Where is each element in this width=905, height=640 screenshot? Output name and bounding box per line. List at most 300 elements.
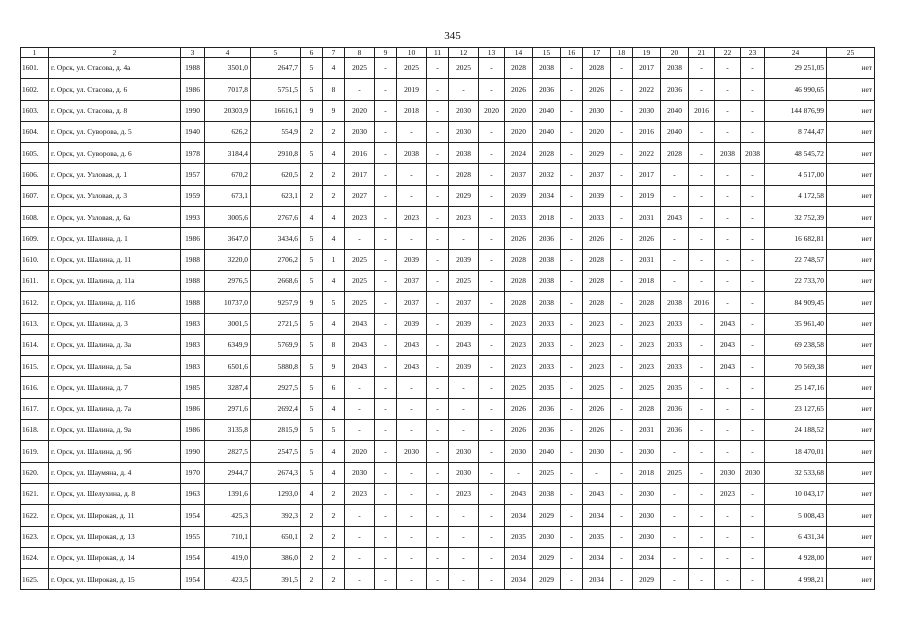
table-cell: 670,2 — [205, 164, 251, 185]
table-cell: 8 — [323, 79, 345, 100]
table-cell: - — [661, 526, 689, 547]
table-cell: нет — [827, 164, 875, 185]
table-cell: 4 — [301, 483, 323, 504]
table-cell: 2721,5 — [251, 313, 301, 334]
buildings-table — [20, 47, 875, 590]
table-cell: - — [661, 164, 689, 185]
table-cell: - — [561, 420, 583, 441]
table-cell: 2020 — [479, 100, 505, 121]
table-cell: 1978 — [181, 143, 205, 164]
column-header: 20 — [661, 48, 689, 58]
table-cell: - — [397, 569, 427, 590]
table-cell: - — [479, 164, 505, 185]
table-cell: 1621. — [21, 483, 49, 504]
table-cell: 2036 — [533, 79, 561, 100]
table-row — [21, 79, 875, 100]
table-cell: - — [427, 334, 449, 355]
table-cell: 3501,0 — [205, 58, 251, 79]
table-cell: 1601. — [21, 58, 49, 79]
table-cell: - — [479, 398, 505, 419]
table-cell: - — [715, 292, 741, 313]
table-cell: г. Орск, ул. Шалина, д. 7а — [49, 398, 181, 419]
table-cell: 2024 — [505, 143, 533, 164]
table-cell: 1988 — [181, 270, 205, 291]
table-cell: - — [345, 505, 375, 526]
table-cell: - — [689, 483, 715, 504]
table-cell: 2035 — [661, 377, 689, 398]
table-cell: 2030 — [583, 100, 611, 121]
table-cell: 2031 — [633, 207, 661, 228]
table-cell: 4 — [301, 207, 323, 228]
table-cell: - — [479, 270, 505, 291]
table-cell: - — [397, 228, 427, 249]
table-cell: - — [689, 270, 715, 291]
table-cell: 18 470,01 — [765, 441, 827, 462]
table-cell: 2020 — [583, 121, 611, 142]
table-cell: 1957 — [181, 164, 205, 185]
table-cell: - — [715, 441, 741, 462]
table-cell: нет — [827, 79, 875, 100]
table-cell: г. Орск, ул. Узловая, д. 1 — [49, 164, 181, 185]
table-row — [21, 483, 875, 504]
table-cell: г. Орск, ул. Шелухина, д. 8 — [49, 483, 181, 504]
table-cell: - — [375, 185, 397, 206]
table-row — [21, 292, 875, 313]
table-cell: 2038 — [661, 292, 689, 313]
table-cell: 626,2 — [205, 121, 251, 142]
table-cell: 2028 — [505, 270, 533, 291]
table-cell: - — [583, 462, 611, 483]
table-cell: 2674,3 — [251, 462, 301, 483]
table-cell: 1616. — [21, 377, 49, 398]
table-cell: - — [375, 334, 397, 355]
table-cell: 1985 — [181, 377, 205, 398]
column-header: 7 — [323, 48, 345, 58]
table-cell: - — [479, 505, 505, 526]
table-cell: 1608. — [21, 207, 49, 228]
table-cell: 2706,2 — [251, 249, 301, 270]
table-cell: 2026 — [583, 398, 611, 419]
table-cell: - — [689, 420, 715, 441]
table-cell: 16616,1 — [251, 100, 301, 121]
table-cell: 2026 — [583, 420, 611, 441]
table-cell: - — [375, 441, 397, 462]
table-cell: 32 752,39 — [765, 207, 827, 228]
table-row — [21, 313, 875, 334]
table-cell: 1954 — [181, 569, 205, 590]
table-cell: 2 — [323, 569, 345, 590]
table-cell: - — [345, 79, 375, 100]
table-cell: 2025 — [397, 58, 427, 79]
table-cell: 2022 — [633, 143, 661, 164]
table-cell: 2039 — [449, 356, 479, 377]
table-cell: 4 — [323, 207, 345, 228]
table-cell: 1615. — [21, 356, 49, 377]
table-cell: 2023 — [397, 207, 427, 228]
table-cell: 9 — [301, 100, 323, 121]
table-cell: 2043 — [661, 207, 689, 228]
table-cell: 2976,5 — [205, 270, 251, 291]
table-cell: - — [689, 185, 715, 206]
table-cell: г. Орск, ул. Шалина, д. 3а — [49, 334, 181, 355]
table-cell: 2971,6 — [205, 398, 251, 419]
table-cell: - — [375, 313, 397, 334]
table-cell: нет — [827, 334, 875, 355]
table-cell: - — [741, 121, 765, 142]
table-row — [21, 526, 875, 547]
table-cell: 4 998,21 — [765, 569, 827, 590]
table-cell: - — [661, 505, 689, 526]
table-cell: 1619. — [21, 441, 49, 462]
table-cell: - — [611, 483, 633, 504]
table-cell: 5880,8 — [251, 356, 301, 377]
table-row — [21, 377, 875, 398]
table-cell: 2 — [301, 185, 323, 206]
table-cell: 2827,5 — [205, 441, 251, 462]
table-cell: 2030 — [345, 462, 375, 483]
table-cell: 2023 — [583, 313, 611, 334]
table-cell: 2023 — [583, 356, 611, 377]
table-cell: 2 — [323, 505, 345, 526]
table-cell: г. Орск, ул. Шалина, д. 9б — [49, 441, 181, 462]
table-cell: 29 251,05 — [765, 58, 827, 79]
table-cell: - — [479, 377, 505, 398]
table-cell: 1623. — [21, 526, 49, 547]
table-cell: - — [479, 313, 505, 334]
table-cell: г. Орск, ул. Узловая, д. 6а — [49, 207, 181, 228]
table-cell: - — [427, 143, 449, 164]
table-cell: - — [479, 547, 505, 568]
table-cell: 4 — [323, 143, 345, 164]
table-cell: нет — [827, 249, 875, 270]
table-cell: 2023 — [345, 483, 375, 504]
table-cell: 2020 — [345, 441, 375, 462]
table-cell: 1986 — [181, 398, 205, 419]
table-cell: 2026 — [583, 228, 611, 249]
table-cell: - — [741, 292, 765, 313]
table-cell: 2036 — [533, 420, 561, 441]
table-cell: нет — [827, 270, 875, 291]
table-cell: - — [741, 420, 765, 441]
table-cell: 2020 — [505, 121, 533, 142]
table-row — [21, 228, 875, 249]
table-row — [21, 462, 875, 483]
table-cell: 2031 — [633, 420, 661, 441]
table-cell: - — [689, 58, 715, 79]
column-header: 8 — [345, 48, 375, 58]
table-cell: - — [375, 143, 397, 164]
table-cell: 2043 — [505, 483, 533, 504]
table-cell: - — [427, 441, 449, 462]
table-cell: 2039 — [397, 313, 427, 334]
table-cell: - — [689, 79, 715, 100]
table-cell: - — [375, 420, 397, 441]
table-cell: - — [427, 292, 449, 313]
table-cell: 2043 — [345, 334, 375, 355]
table-cell: 392,3 — [251, 505, 301, 526]
table-cell: - — [561, 547, 583, 568]
table-cell: 2030 — [633, 483, 661, 504]
table-cell: 2018 — [533, 207, 561, 228]
table-cell: 1605. — [21, 143, 49, 164]
table-cell: 2038 — [533, 483, 561, 504]
table-cell: 9257,9 — [251, 292, 301, 313]
table-cell: нет — [827, 398, 875, 419]
table-cell: 1986 — [181, 228, 205, 249]
table-cell: - — [449, 547, 479, 568]
table-cell: 2033 — [583, 207, 611, 228]
column-header: 13 — [479, 48, 505, 58]
table-cell: 5 — [301, 228, 323, 249]
table-cell: 2 — [323, 483, 345, 504]
table-cell: - — [741, 441, 765, 462]
table-cell: - — [375, 505, 397, 526]
table-cell: - — [427, 377, 449, 398]
table-cell: г. Орск, ул. Шалина, д. 5а — [49, 356, 181, 377]
table-cell: - — [741, 207, 765, 228]
table-cell: 2927,5 — [251, 377, 301, 398]
table-cell: - — [611, 505, 633, 526]
table-cell: - — [375, 462, 397, 483]
table-cell: 2028 — [449, 164, 479, 185]
table-cell: 2815,9 — [251, 420, 301, 441]
table-cell: 2030 — [583, 441, 611, 462]
table-cell: - — [715, 100, 741, 121]
table-cell: 2025 — [533, 462, 561, 483]
table-cell: 2030 — [397, 441, 427, 462]
table-cell: 6 — [323, 377, 345, 398]
table-cell: 9 — [323, 100, 345, 121]
table-cell: - — [449, 526, 479, 547]
table-cell: 2033 — [661, 313, 689, 334]
table-cell: - — [375, 526, 397, 547]
table-cell: - — [479, 58, 505, 79]
table-cell: - — [449, 505, 479, 526]
table-cell: - — [611, 79, 633, 100]
table-cell: - — [611, 185, 633, 206]
table-cell: 2037 — [449, 292, 479, 313]
table-cell: 70 569,38 — [765, 356, 827, 377]
table-row — [21, 356, 875, 377]
table-cell: г. Орск, ул. Стасова, д. 6 — [49, 79, 181, 100]
table-cell: 2034 — [505, 569, 533, 590]
table-cell: 710,1 — [205, 526, 251, 547]
table-cell: - — [561, 249, 583, 270]
table-cell: - — [479, 292, 505, 313]
table-cell: 2036 — [533, 228, 561, 249]
table-cell: 2038 — [533, 292, 561, 313]
table-cell: - — [375, 356, 397, 377]
table-cell: г. Орск, ул. Широкая, д. 11 — [49, 505, 181, 526]
table-cell: 2025 — [633, 377, 661, 398]
table-cell: 2017 — [345, 164, 375, 185]
table-cell: 419,0 — [205, 547, 251, 568]
table-cell: 24 188,52 — [765, 420, 827, 441]
table-cell: 2025 — [449, 270, 479, 291]
table-cell: 1993 — [181, 207, 205, 228]
table-cell: 2030 — [633, 441, 661, 462]
table-cell: 2018 — [633, 270, 661, 291]
table-row — [21, 58, 875, 79]
table-cell: - — [427, 356, 449, 377]
table-cell: 2020 — [345, 100, 375, 121]
table-cell: 1606. — [21, 164, 49, 185]
table-cell: 2 — [323, 121, 345, 142]
table-cell: 2034 — [505, 547, 533, 568]
table-cell: 2043 — [397, 356, 427, 377]
table-cell: - — [375, 398, 397, 419]
table-cell: - — [611, 313, 633, 334]
table-cell: 2043 — [715, 334, 741, 355]
column-header: 16 — [561, 48, 583, 58]
table-cell: 1988 — [181, 249, 205, 270]
column-header: 12 — [449, 48, 479, 58]
table-cell: 2023 — [633, 334, 661, 355]
table-cell: - — [689, 441, 715, 462]
table-cell: 16 682,81 — [765, 228, 827, 249]
table-cell: - — [427, 58, 449, 79]
table-cell: - — [661, 270, 689, 291]
table-cell: - — [715, 121, 741, 142]
table-cell: 25 147,16 — [765, 377, 827, 398]
table-cell: 2038 — [533, 249, 561, 270]
table-cell: - — [611, 334, 633, 355]
table-cell: 1607. — [21, 185, 49, 206]
table-cell: нет — [827, 483, 875, 504]
table-row — [21, 100, 875, 121]
table-cell: - — [449, 569, 479, 590]
table-cell: 4 — [323, 58, 345, 79]
table-cell: 1603. — [21, 100, 49, 121]
table-cell: 5769,9 — [251, 334, 301, 355]
table-cell: 2043 — [345, 313, 375, 334]
table-cell: - — [661, 547, 689, 568]
table-cell: 2030 — [741, 462, 765, 483]
table-cell: 2043 — [449, 334, 479, 355]
table-cell: - — [715, 185, 741, 206]
table-cell: 4 — [323, 228, 345, 249]
table-cell: 2036 — [533, 398, 561, 419]
table-cell: - — [561, 79, 583, 100]
table-cell: 4 — [323, 462, 345, 483]
table-cell: 2767,6 — [251, 207, 301, 228]
table-cell: 2023 — [449, 483, 479, 504]
table-cell: - — [715, 270, 741, 291]
table-cell: 2027 — [345, 185, 375, 206]
table-cell: 2023 — [583, 334, 611, 355]
table-cell: - — [561, 483, 583, 504]
table-cell: 32 533,68 — [765, 462, 827, 483]
table-cell: - — [741, 270, 765, 291]
table-cell: г. Орск, ул. Стасова, д. 8 — [49, 100, 181, 121]
table-cell: 2029 — [449, 185, 479, 206]
table-cell: 4 — [323, 313, 345, 334]
table-cell: 4 — [323, 398, 345, 419]
table-cell: 2692,4 — [251, 398, 301, 419]
table-cell: 2040 — [533, 100, 561, 121]
table-cell: 2038 — [449, 143, 479, 164]
table-cell: 2668,6 — [251, 270, 301, 291]
table-cell: 8 744,47 — [765, 121, 827, 142]
table-cell: 2019 — [397, 79, 427, 100]
table-cell: - — [689, 398, 715, 419]
table-cell: 423,5 — [205, 569, 251, 590]
table-row — [21, 207, 875, 228]
table-cell: нет — [827, 420, 875, 441]
table-cell: - — [715, 420, 741, 441]
table-cell: 2031 — [633, 249, 661, 270]
table-cell: 2 — [301, 121, 323, 142]
table-cell: 2 — [323, 526, 345, 547]
table-cell: - — [689, 377, 715, 398]
table-cell: 5 008,43 — [765, 505, 827, 526]
table-cell: 2029 — [533, 569, 561, 590]
table-cell: - — [479, 228, 505, 249]
table-cell: 2026 — [505, 79, 533, 100]
table-cell: 9 — [323, 356, 345, 377]
table-cell: 2647,7 — [251, 58, 301, 79]
table-cell: 2017 — [633, 164, 661, 185]
table-cell: - — [449, 228, 479, 249]
table-cell: 2035 — [533, 377, 561, 398]
table-cell: - — [561, 121, 583, 142]
table-cell: 4 — [323, 441, 345, 462]
table-cell: 2036 — [661, 398, 689, 419]
table-cell: г. Орск, ул. Шалина, д. 7 — [49, 377, 181, 398]
table-cell: 2039 — [449, 249, 479, 270]
table-cell: 5 — [301, 270, 323, 291]
column-header: 21 — [689, 48, 715, 58]
column-header: 17 — [583, 48, 611, 58]
table-cell: г. Орск, ул. Шалина, д. 11 — [49, 249, 181, 270]
table-cell: - — [715, 526, 741, 547]
table-cell: 2037 — [583, 164, 611, 185]
column-header: 3 — [181, 48, 205, 58]
table-cell: 1 — [323, 249, 345, 270]
table-cell: нет — [827, 100, 875, 121]
table-cell: - — [397, 398, 427, 419]
table-cell: - — [427, 483, 449, 504]
table-cell: 3647,0 — [205, 228, 251, 249]
table-cell: 2033 — [533, 313, 561, 334]
table-cell: - — [561, 313, 583, 334]
table-cell: 2038 — [533, 270, 561, 291]
table-cell: 1610. — [21, 249, 49, 270]
table-cell: - — [689, 228, 715, 249]
table-cell: - — [741, 100, 765, 121]
table-cell: 2037 — [505, 164, 533, 185]
table-row — [21, 441, 875, 462]
table-cell: - — [479, 249, 505, 270]
table-cell: 2033 — [661, 356, 689, 377]
table-cell: - — [611, 270, 633, 291]
table-cell: 2038 — [533, 58, 561, 79]
table-cell: - — [397, 164, 427, 185]
table-cell: - — [397, 377, 427, 398]
table-cell: 2023 — [633, 313, 661, 334]
table-cell: 2034 — [583, 569, 611, 590]
table-cell: 1617. — [21, 398, 49, 419]
table-cell: 2028 — [533, 143, 561, 164]
table-cell: 2016 — [633, 121, 661, 142]
table-cell: 1954 — [181, 547, 205, 568]
table-cell: - — [661, 441, 689, 462]
table-cell: 2028 — [583, 292, 611, 313]
table-cell: нет — [827, 292, 875, 313]
table-cell: - — [689, 121, 715, 142]
table-cell: - — [689, 569, 715, 590]
table-cell: г. Орск, ул. Шаумяна, д. 4 — [49, 462, 181, 483]
